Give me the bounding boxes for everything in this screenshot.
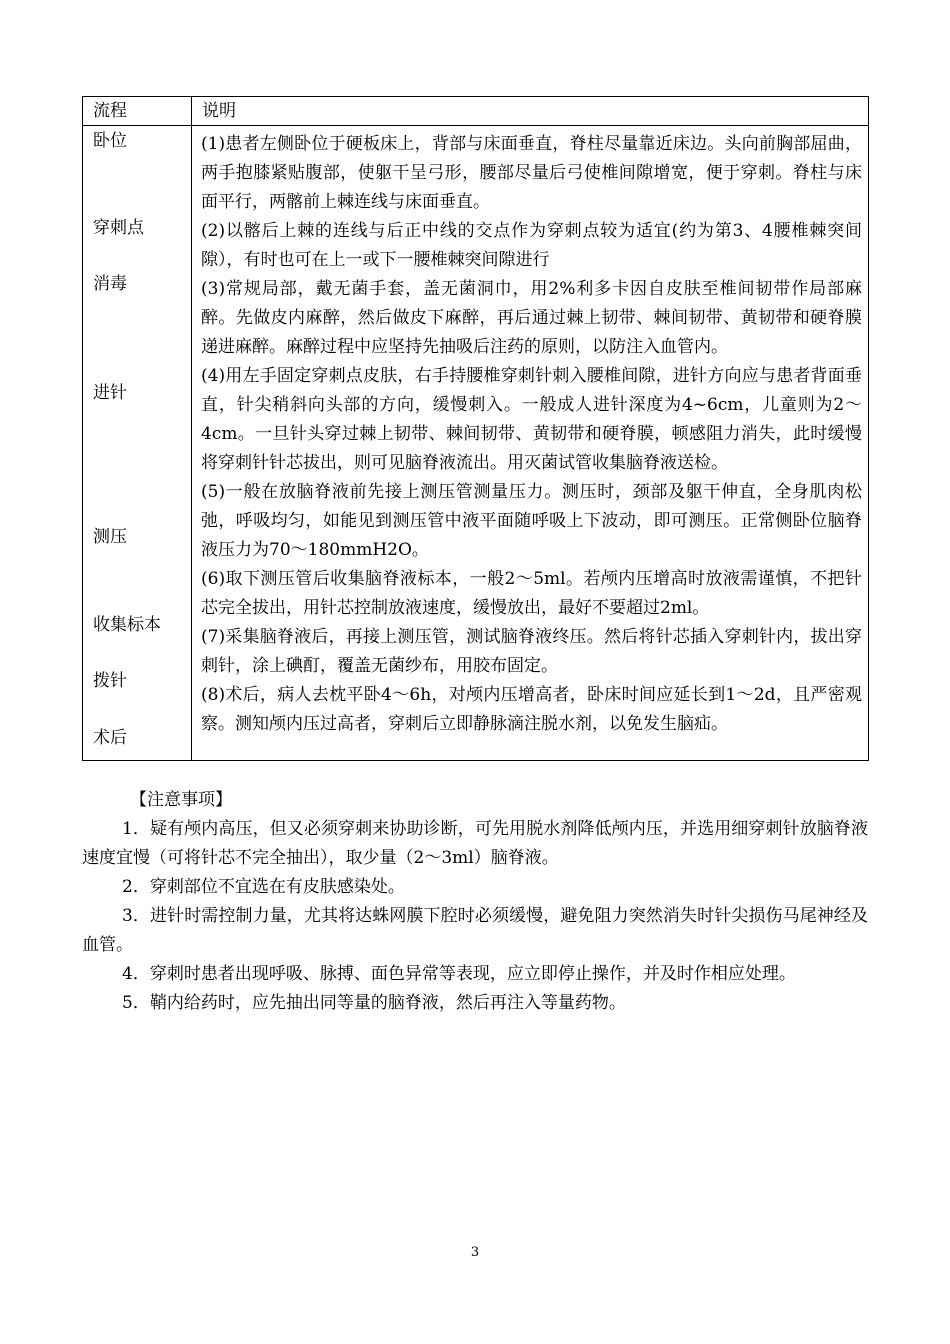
step-text-needle: (4)用左手固定穿刺点皮肤，右手持腰椎穿刺针刺入腰椎间隙，进针方向应与患者背面垂直，针尖稍斜向头部的方向，缓慢刺入。一般成人进针深度为4~6cm，儿童则为2～4cm。一旦针头穿过棘上韧带、棘间韧带、黄韧带和硬脊膜，顿感阻力消失，此时缓慢将穿刺针针芯拔出，则可见脑脊液流出。用灭菌试管收集脑脊液送检。 xyxy=(201,366,862,473)
step-label-aftercare: 术后 xyxy=(93,728,127,748)
table-header-row xyxy=(83,97,869,126)
step-text-disinfect: (3)常规局部，戴无菌手套，盖无菌洞巾，用2%利多卡因自皮肤至椎间韧带作局部麻醉。先做皮内麻醉，然后做皮下麻醉，再后通过棘上韧带、棘间韧带、黄韧带和硬脊膜递进麻醉。麻醉过程中应坚持先抽吸后注药的原则，以防注入血管内。 xyxy=(201,279,862,357)
step-text-collect: (6)取下测压管后收集脑脊液标本，一般2～5ml。若颅内压增高时放液需谨慎，不把针芯完全拔出，用针芯控制放液速度，缓慢放出，最好不要超过2ml。 xyxy=(201,569,862,618)
table-body-row xyxy=(83,126,869,761)
precaution-item: 5．鞘内给药时，应先抽出同等量的脑脊液，然后再注入等量药物。 xyxy=(122,993,626,1013)
step-label-position: 卧位 xyxy=(93,131,127,151)
page-number: 3 xyxy=(470,1245,480,1260)
precautions-heading: 【注意事项】 xyxy=(130,790,232,810)
precautions-section xyxy=(82,786,868,1018)
header-process: 流程 xyxy=(83,97,192,126)
precaution-item: 2．穿刺部位不宜选在有皮肤感染处。 xyxy=(122,877,405,897)
description-column xyxy=(192,126,869,761)
step-label-pressure: 测压 xyxy=(93,527,127,547)
header-description: 说明 xyxy=(192,97,869,126)
precaution-item: 4．穿刺时患者出现呼吸、脉搏、面色异常等表现，应立即停止操作，并及时作相应处理。 xyxy=(122,964,796,984)
step-label-puncture: 穿刺点 xyxy=(93,218,144,238)
precaution-item: 3．进针时需控制力量，尤其将达蛛网膜下腔时必须缓慢，避免阻力突然消失时针尖损伤马尾神经及血管。 xyxy=(82,906,868,955)
step-text-pressure: (5)一般在放脑脊液前先接上测压管测量压力。测压时，颈部及躯干伸直，全身肌肉松弛，呼吸均匀，如能见到测压管中液平面随呼吸上下波动，即可测压。正常侧卧位脑脊液压力为70～180mmH2O。 xyxy=(201,482,862,560)
step-label-collect: 收集标本 xyxy=(93,615,161,635)
step-text-puncture: (2)以髂后上棘的连线与后正中线的交点作为穿刺点较为适宜(约为第3、4腰椎棘突间隙），有时也可在上一或下一腰椎棘突间隙进行 xyxy=(201,221,862,270)
step-label-needle: 进针 xyxy=(93,383,127,403)
step-text-aftercare: (8)术后，病人去枕平卧4～6h，对颅内压增高者，卧床时间应延长到1～2d，且严密观察。测知颅内压过高者，穿刺后立即静脉滴注脱水剂，以免发生脑疝。 xyxy=(201,685,862,734)
step-label-withdraw: 拨针 xyxy=(93,671,127,691)
step-text-position: (1)患者左侧卧位于硬板床上，背部与床面垂直，脊柱尽量靠近床边。头向前胸部屈曲，两手抱膝紧贴腹部，使躯干呈弓形，腰部尽量后弓使椎间隙增宽，便于穿刺。脊柱与床面平行，两髂前上棘连线与床面垂直。 xyxy=(201,134,862,212)
steps-column xyxy=(83,126,192,761)
procedure-table xyxy=(82,96,869,761)
step-label-disinfect: 消毒 xyxy=(93,274,127,294)
precaution-item: 1．疑有颅内高压，但又必须穿刺来协助诊断，可先用脱水剂降低颅内压，并选用细穿刺针放脑脊液速度宜慢（可将针芯不完全抽出），取少量（2～3ml）脑脊液。 xyxy=(82,819,868,868)
step-text-withdraw: (7)采集脑脊液后，再接上测压管，测试脑脊液终压。然后将针芯插入穿刺针内，拔出穿刺针，涂上碘酊，覆盖无菌纱布，用胶布固定。 xyxy=(201,627,862,676)
